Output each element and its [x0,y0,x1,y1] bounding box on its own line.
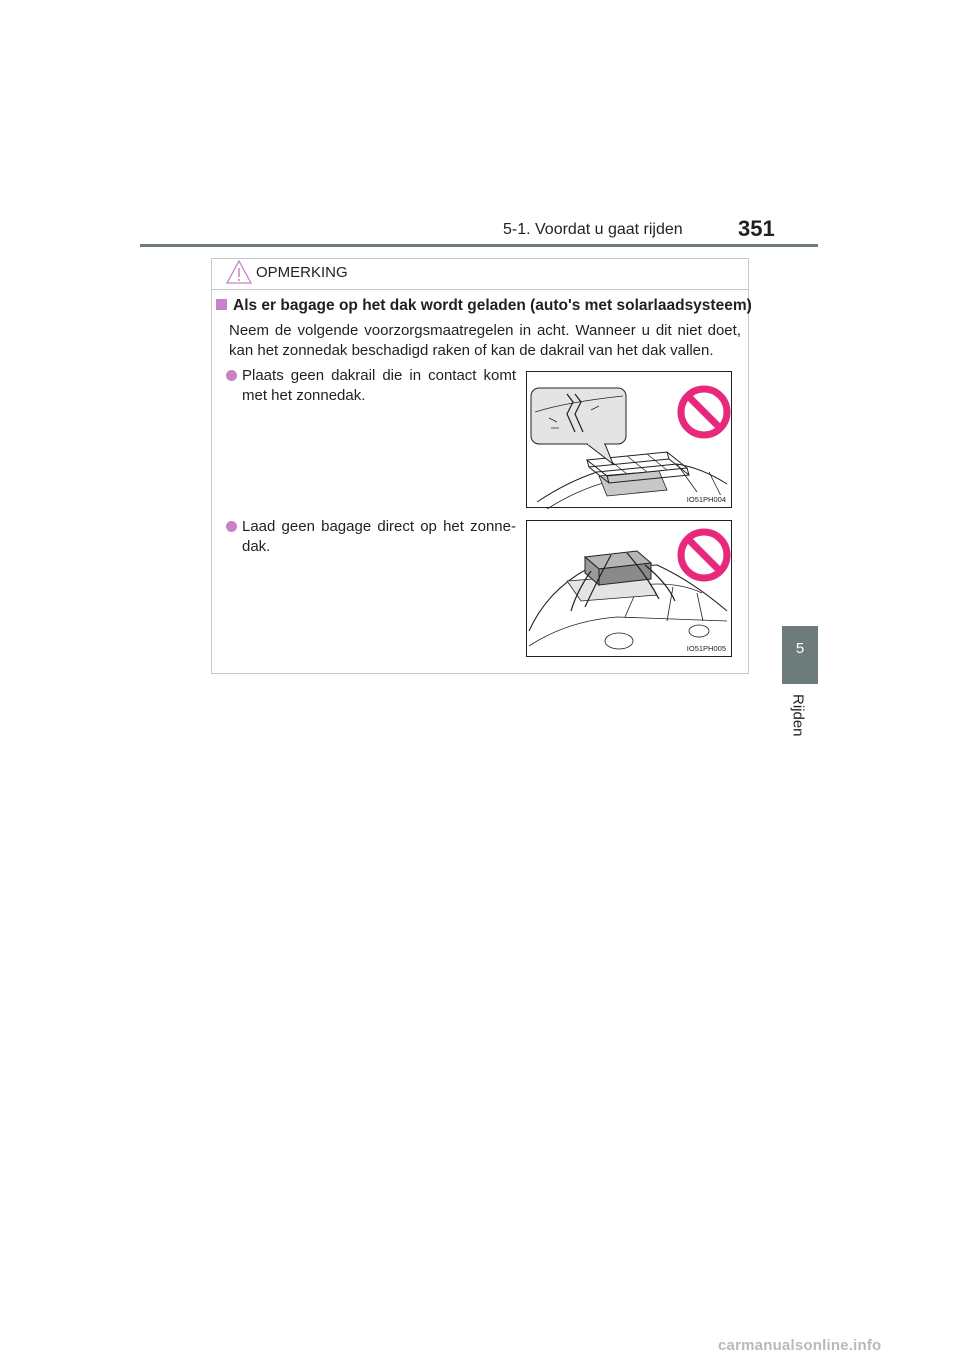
figure-roof-luggage [526,520,732,657]
section-heading [216,297,752,315]
list-item-text: Laad geen bagage direct op het zonne-dak. [242,518,516,555]
notice-header-divider [211,289,749,290]
chapter-label: Rijden [789,693,807,737]
round-bullet-icon [226,521,237,532]
round-bullet-icon [226,370,237,381]
figure-roof-rail [526,371,732,508]
notice-intro: Neem de volgende voorzorgsmaatregelen in acht. Wanneer u dit niet doet, kan het zonnedak beschadigd raken of kan de dakrail van het dak vallen. [229,322,741,359]
section-heading-text: Als er bagage op het dak wordt geladen (auto's met solarlaadsysteem) [233,297,752,314]
square-bullet-icon [216,299,227,310]
prohibited-icon [681,389,727,435]
roof-rail-illustration [527,372,733,509]
notice-title: OPMERKING [256,263,348,281]
header-divider [140,244,818,247]
warning-triangle-icon [226,260,252,284]
chapter-tab[interactable]: 5 [782,626,818,684]
running-header-section: 5-1. Voordat u gaat rijden [503,221,683,238]
list-item [226,366,516,406]
list-item-text: Plaats geen dakrail die in contact komt met het zonnedak. [242,367,516,404]
prohibited-icon [681,532,727,578]
list-item [226,517,516,557]
figure-code: IO51PH004 [686,495,726,504]
figure-code: IO51PH005 [686,644,726,653]
roof-luggage-illustration [527,521,733,658]
watermark: carmanualsonline.info [718,1337,882,1354]
page-number: 351 [738,216,775,241]
notice-header [226,260,348,284]
